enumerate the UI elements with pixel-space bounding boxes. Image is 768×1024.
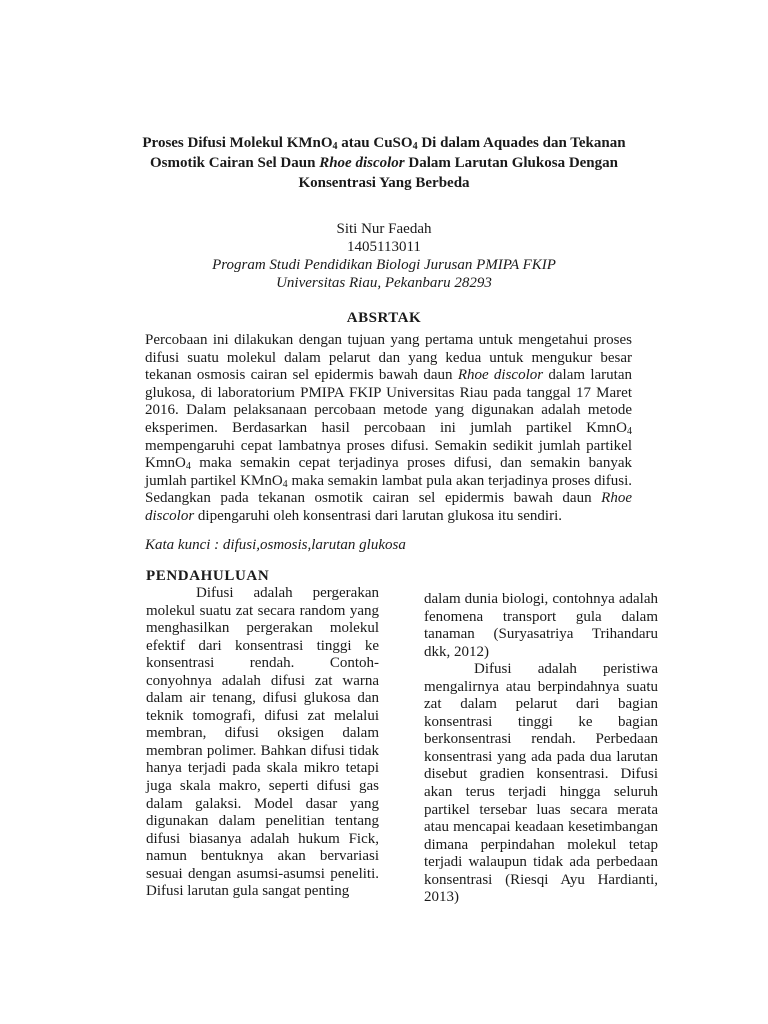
title-text: Dalam Larutan Glukosa Dengan Konsentrasi Yang Berbeda <box>298 155 618 191</box>
paper-title <box>130 133 638 193</box>
abstract-subscript: 4 <box>627 425 632 437</box>
abstract-text: dipengaruhi oleh konsentrasi dari larutan glukosa itu sendiri. <box>194 507 563 524</box>
author-block <box>130 220 638 292</box>
paragraph: Difusi adalah pergerakan molekul suatu zat secara random yang menghasilkan pergerakan molekul efektif dari konsentrasi tinggi ke konsentrasi rendah. Contoh-conyohnya adalah difusi zat warna dalam air tenang, difusi glukosa dan teknik tomografi, difusi zat melalui membran, difusi oksigen dalam membran polimer. Bahkan difusi tidak hanya terjadi pada skala mikro tetapi juga skala makro, seperti difusi gas dalam galaksi. Model dasar yang digunakan dalam penelitian tentang difusi biasanya adalah hukum Fick, namun bentuknya akan bervariasi sesuai dengan asumsi-asumsi peneliti. Difusi larutan gula sangat penting <box>146 585 379 900</box>
abstract-body <box>145 332 632 526</box>
abstract-species: Rhoe discolor <box>457 367 544 384</box>
paragraph: Difusi adalah peristiwa mengalirnya atau berpindahnya suatu zat dalam pelarut dari bagian konsentrasi tinggi ke bagian berkonsentrasi rendah. Perbedaan konsentrasi yang ada pada dua larutan disebut gradien konsentrasi. Difusi akan terus terjadi hingga seluruh partikel tersebar luas secara merata atau mencapai keadaan kesetimbangan dimana perpindahan molekul tetap terjadi walaupun tidak ada perbedaan konsentrasi (Riesqi Ayu Hardianti, 2013) <box>424 661 658 906</box>
keywords: Kata kunci : difusi,osmosis,larutan glukosa <box>145 537 406 553</box>
title-text: atau CuSO <box>337 135 413 151</box>
author-program: Program Studi Pendidikan Biologi Jurusan PMIPA FKIP <box>212 257 556 273</box>
abstract-text: Percobaan ini dilakukan dengan tujuan yang pertama untuk mengetahui proses difusi suatu molekul dalam pelarut dan yang kedua untuk mengukur besar tekanan osmosis cairan sel epidermis bawah daun <box>145 332 632 384</box>
abstract-heading: ABSRTAK <box>346 310 422 326</box>
paragraph: dalam dunia biologi, contohnya adalah fenomena transport gula dalam tanaman (Suryasatriya Trihandaru dkk, 2012) <box>424 591 658 660</box>
author-university: Universitas Riau, Pekanbaru 28293 <box>276 275 492 291</box>
right-column <box>424 591 658 907</box>
abstract-species: Rhoe discolor <box>145 490 632 524</box>
abstract-text: maka semakin lambat pula akan terjadinya proses difusi. Sedangkan pada tekanan osmotik cairan sel epidermis bawah daun <box>145 472 632 507</box>
title-text: Proses Difusi Molekul KMnO <box>142 135 333 151</box>
section-heading-introduction: PENDAHULUAN <box>146 568 270 584</box>
author-name: Siti Nur Faedah <box>336 221 432 237</box>
author-id: 1405113011 <box>347 239 421 255</box>
abstract-subscript: 4 <box>282 478 288 490</box>
title-species: Rhoe discolor <box>319 155 405 171</box>
title-subscript: 4 <box>332 141 338 152</box>
title-text: Di dalam Aquades dan Tekanan Osmotik Cairan Sel Daun <box>149 135 626 171</box>
abstract-text: maka semakin cepat terjadinya proses difusi, dan semakin banyak jumlah partikel KMnO <box>145 455 632 489</box>
title-subscript: 4 <box>412 141 418 152</box>
left-column <box>146 585 379 901</box>
abstract-subscript: 4 <box>185 461 191 473</box>
abstract-text: mempengaruhi cepat lambatnya proses difusi. Semakin sedikit jumlah partikel KmnO <box>145 437 632 472</box>
abstract-text: dalam larutan glukosa, di laboratorium PMIPA FKIP Universitas Riau pada tanggal 17 Maret 2016. Dalam pelaksanaan percobaan metode yang digunakan adalah metode eksperimen. Berdasarkan hasil percobaan ini jumlah partikel KmnO <box>145 367 632 436</box>
